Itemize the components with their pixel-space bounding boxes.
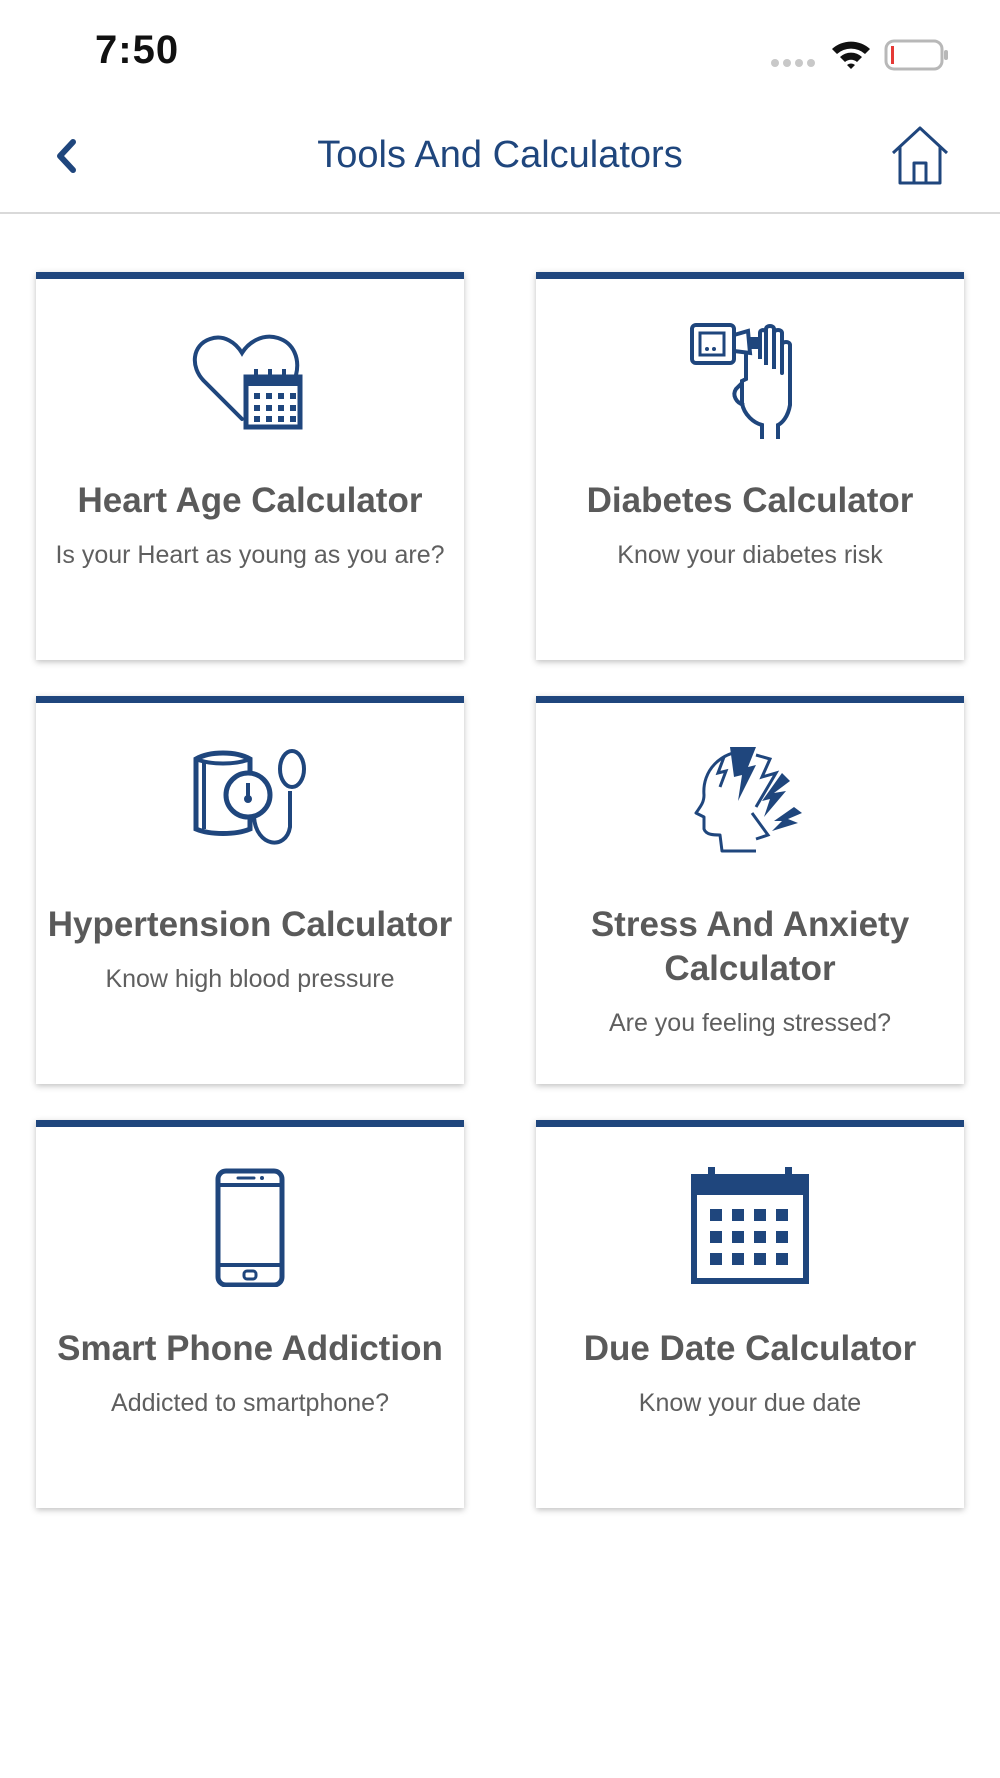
- heart-age-calculator-card[interactable]: [36, 272, 464, 660]
- due-date-calculator-card[interactable]: [536, 1120, 964, 1508]
- smartphone-icon: [190, 1167, 310, 1287]
- card-title: Diabetes Calculator: [586, 481, 914, 520]
- blood-pressure-icon: [190, 743, 310, 863]
- chevron-left-icon: [51, 136, 81, 176]
- card-title: Stress And Anxiety Calculator: [590, 905, 910, 988]
- calculators-grid: [36, 272, 964, 1508]
- diabetes-calculator-card[interactable]: [536, 272, 964, 660]
- battery-icon: [884, 38, 950, 72]
- heart-calendar-icon: [190, 319, 310, 439]
- status-bar: [0, 0, 1000, 100]
- card-title: Hypertension Calculator: [47, 905, 453, 944]
- card-title: Smart Phone Addiction: [57, 1329, 443, 1368]
- home-button[interactable]: [888, 124, 952, 188]
- cellular-signal-icon: [770, 58, 818, 68]
- glucose-meter-icon: [690, 319, 810, 439]
- stress-and-anxiety-calculator-card[interactable]: [536, 696, 964, 1084]
- status-time: 7:50: [95, 28, 180, 72]
- calendar-icon: [690, 1167, 810, 1287]
- card-subtitle: Addicted to smartphone?: [111, 1389, 389, 1417]
- card-title: Heart Age Calculator: [77, 481, 423, 520]
- back-button[interactable]: [40, 130, 92, 182]
- stressed-head-icon: [690, 743, 810, 863]
- home-icon: [890, 125, 950, 187]
- card-subtitle: Are you feeling stressed?: [608, 1009, 892, 1037]
- page-title: Tools And Calculators: [317, 134, 683, 176]
- smart-phone-addiction-card[interactable]: [36, 1120, 464, 1508]
- card-subtitle: Is your Heart as young as you are?: [55, 541, 445, 569]
- card-subtitle: Know your due date: [638, 1389, 862, 1417]
- card-subtitle: Know high blood pressure: [105, 965, 395, 993]
- card-title: Due Date Calculator: [583, 1329, 917, 1368]
- wifi-icon: [830, 38, 872, 70]
- card-subtitle: Know your diabetes risk: [617, 541, 883, 569]
- navigation-header: [0, 100, 1000, 214]
- hypertension-calculator-card[interactable]: [36, 696, 464, 1084]
